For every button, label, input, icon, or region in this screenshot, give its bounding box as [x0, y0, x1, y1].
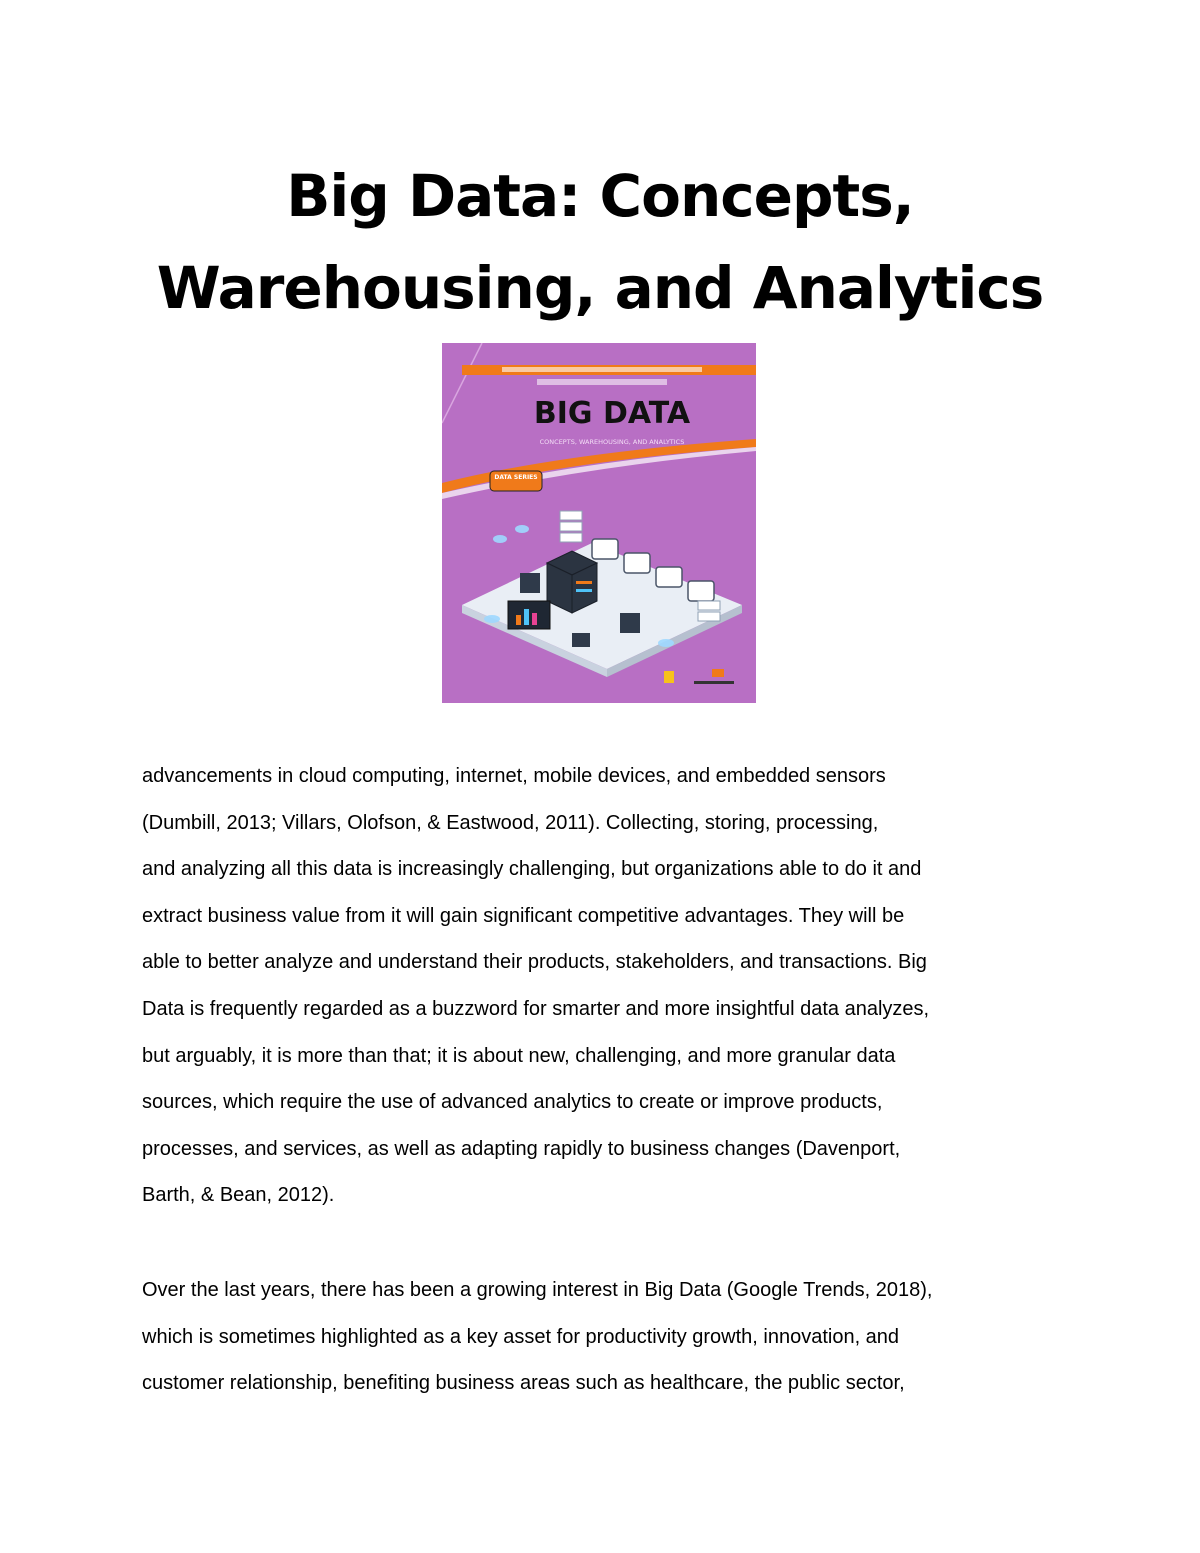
- paragraph-line: (Dumbill, 2013; Villars, Olofson, & Eastwood, 2011). Collecting, storing, processing,: [142, 811, 879, 834]
- paragraph-line: Over the last years, there has been a growing interest in Big Data (Google Trends, 2018),: [142, 1279, 933, 1301]
- document-title: [0, 150, 1200, 334]
- paragraph-line: which is sometimes highlighted as a key asset for productivity growth, innovation, and: [142, 1325, 900, 1348]
- title-line-1: Big Data: Concepts,: [286, 162, 914, 230]
- title-line-2: Warehousing, and Analytics: [156, 254, 1044, 322]
- paragraph-line: customer relationship, benefiting business areas such as healthcare, the public sector,: [142, 1372, 905, 1395]
- paragraph-line: able to better analyze and understand their products, stakeholders, and transactions. Big: [142, 951, 927, 974]
- paragraph-line: advancements in cloud computing, internet, mobile devices, and embedded sensors: [142, 765, 886, 787]
- paragraph-line: Barth, & Bean, 2012).: [142, 1184, 335, 1207]
- paragraph-line: sources, which require the use of advanced analytics to create or improve products,: [142, 1091, 883, 1114]
- paragraph-2: [142, 1267, 1022, 1407]
- book-cover-image: [442, 343, 756, 703]
- paragraph-line: extract business value from it will gain significant competitive advantages. They will be: [142, 904, 905, 927]
- paragraph-line: processes, and services, as well as adapting rapidly to business changes (Davenport,: [142, 1137, 901, 1160]
- paragraph-line: Data is frequently regarded as a buzzword for smarter and more insightful data analyzes,: [142, 997, 930, 1020]
- cover-badge: DATA SERIES: [494, 474, 538, 481]
- cover-title: BIG DATA: [533, 396, 691, 431]
- cover-subtitle: CONCEPTS, WAREHOUSING, AND ANALYTICS: [539, 438, 685, 446]
- paragraph-line: and analyzing all this data is increasingly challenging, but organizations able to do it and: [142, 858, 922, 881]
- paragraph-line: but arguably, it is more than that; it is about new, challenging, and more granular data: [142, 1044, 896, 1067]
- paragraph-1: [142, 753, 1022, 1219]
